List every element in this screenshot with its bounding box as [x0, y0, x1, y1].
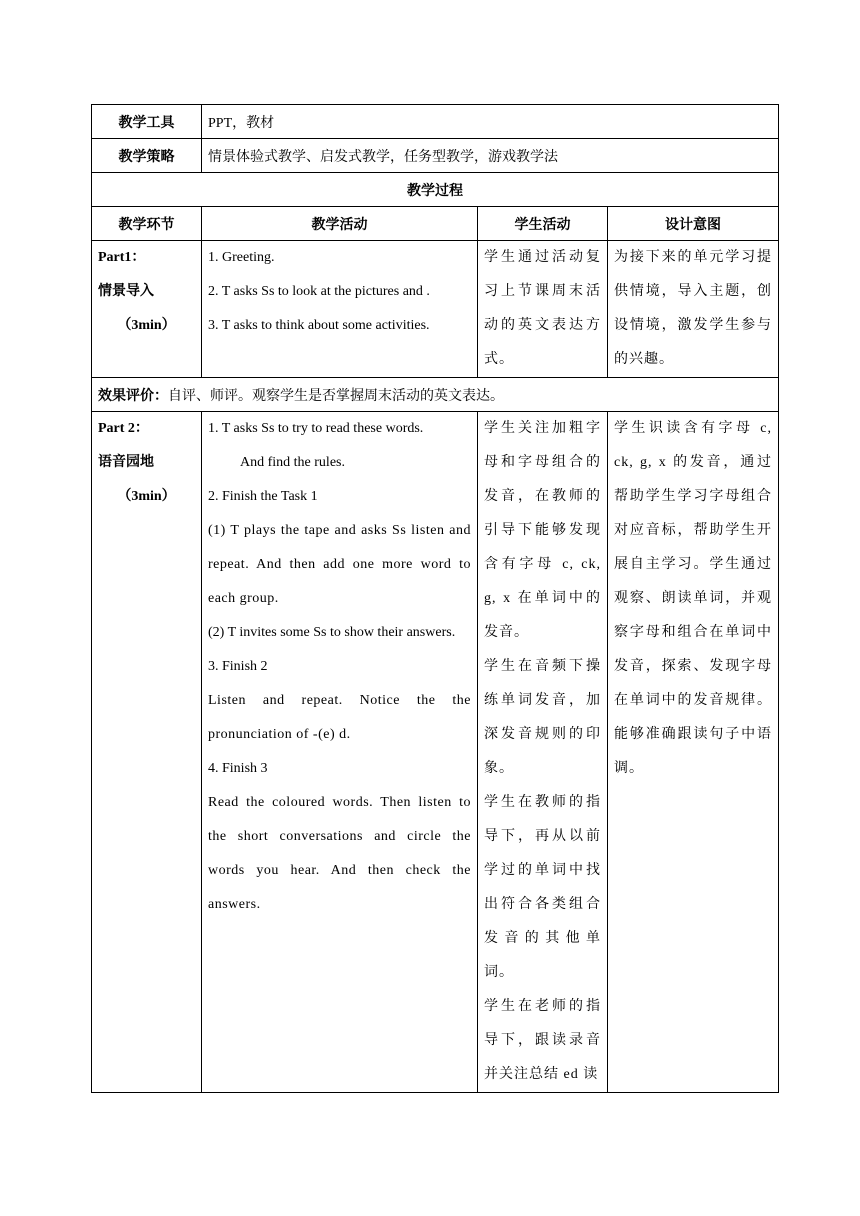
part2-student-4: 学生在老师的指导下，跟读录音并关注总结 ed 读 — [484, 999, 601, 1082]
lesson-plan-table — [91, 104, 779, 1093]
strategy-label: 教学策略 — [92, 139, 202, 173]
header-stage: 教学环节 — [92, 207, 202, 241]
part1-stage — [92, 241, 202, 378]
part1-activity-1: 1. Greeting. — [208, 250, 275, 265]
part2-row — [92, 412, 779, 1093]
part1-activities — [202, 241, 478, 378]
strategy-row — [92, 139, 779, 173]
strategy-value: 情景体验式教学、启发式教学，任务型教学，游戏教学法 — [202, 139, 779, 173]
part2-stage — [92, 412, 202, 1093]
part2-student-3: 学生在教师的指导下，再从以前学过的单词中找出符合各类组合发 音 的 其 他 单 词。 — [484, 795, 601, 980]
part2-stage-time: （3min） — [117, 489, 176, 504]
part2-activity-2a: (1) T plays the tape and asks Ss listen and repeat. And then add one more word to each group. — [208, 523, 471, 606]
process-title: 教学过程 — [92, 173, 779, 207]
header-teacher-activity: 教学活动 — [202, 207, 478, 241]
part1-stage-time: （3min） — [117, 318, 176, 333]
part1-stage-title: Part1： — [98, 250, 146, 265]
tools-row — [92, 105, 779, 139]
part1-activity-3: 3. T asks to think about some activities. — [208, 318, 430, 333]
part2-design-intent: 学生识读含有字母 c, ck, g, x 的发音，通过帮助学生学习字母组合对应音标，帮助学生开展自主学习。学生通过观察、朗读单词，并观察字母和组合在单词中发音，探索、发现字母在单词中的发音规律。能够准确跟读句子中语调。 — [608, 412, 779, 1093]
part2-activity-4: 4. Finish 3 — [208, 761, 268, 776]
part2-activity-2: 2. Finish the Task 1 — [208, 489, 318, 504]
part2-activity-1b: And find the rules. — [240, 455, 345, 470]
part2-student-2: 学生在音频下操练单词发音，加深发音规则的印象。 — [484, 659, 601, 776]
evaluation-label: 效果评价： — [98, 388, 168, 404]
header-design-intent: 设计意图 — [608, 207, 779, 241]
part1-design-intent: 为接下来的单元学习提供情境，导入主题，创设情境，激发学生参与的兴趣。 — [608, 241, 779, 378]
part1-activity-2: 2. T asks Ss to look at the pictures and . — [208, 284, 430, 299]
part2-student-1: 学生关注加粗字母和字母组合的发音，在教师的引导下能够发现含有字母 c, ck, g, x 在单词中的发音。 — [484, 421, 601, 640]
evaluation-text: 自评、师评。观察学生是否掌握周末活动的英文表达。 — [168, 388, 504, 404]
tools-label: 教学工具 — [92, 105, 202, 139]
tools-value: PPT，教材 — [202, 105, 779, 139]
evaluation-cell — [92, 378, 779, 412]
part2-activity-3: 3. Finish 2 — [208, 659, 268, 674]
part2-student-activity — [478, 412, 608, 1093]
part2-activity-1: 1. T asks Ss to try to read these words. — [208, 421, 424, 436]
header-student-activity: 学生活动 — [478, 207, 608, 241]
part2-activity-2b: (2) T invites some Ss to show their answers. — [208, 625, 456, 640]
part1-row — [92, 241, 779, 378]
evaluation-row — [92, 378, 779, 412]
part1-student-activity: 学生通过活动复习上节课周末活动的英文表达方式。 — [478, 241, 608, 378]
process-title-row — [92, 173, 779, 207]
part2-activity-4a: Read the coloured words. Then listen to the short conversations and circle the words you hear. And then check the answers. — [208, 795, 471, 912]
part2-stage-name: 语音园地 — [98, 455, 154, 470]
part2-stage-title: Part 2： — [98, 421, 149, 436]
part2-activities — [202, 412, 478, 1093]
part1-stage-name: 情景导入 — [98, 284, 154, 299]
column-header-row — [92, 207, 779, 241]
part2-activity-3a: Listen and repeat. Notice the the pronunciation of -(e) d. — [208, 693, 471, 742]
